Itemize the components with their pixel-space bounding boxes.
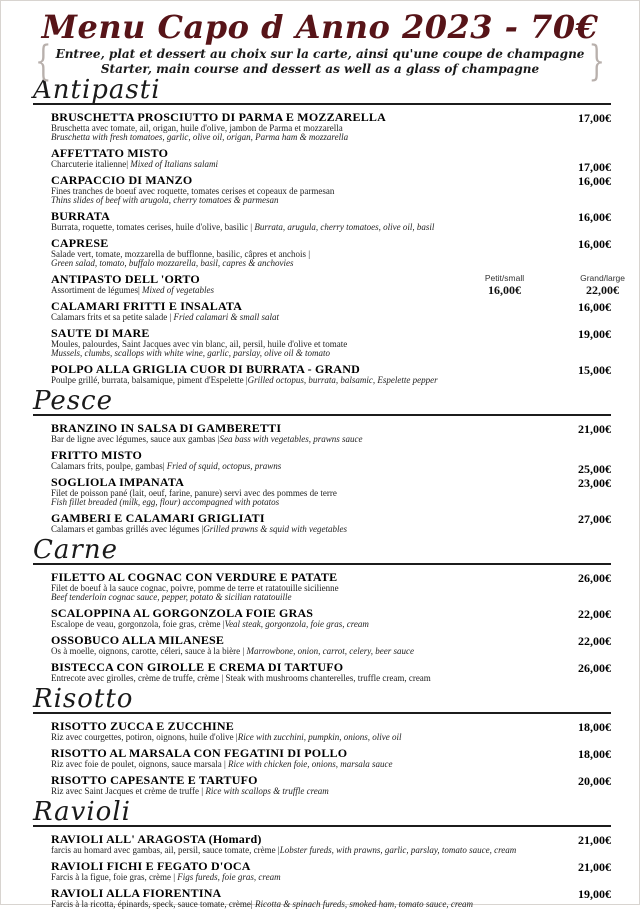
menu-item xyxy=(51,210,611,232)
item-price: 23,00€ xyxy=(578,476,611,490)
item-name: BISTECCA CON GIROLLE E CREMA DI TARTUFO xyxy=(51,660,344,674)
item-description xyxy=(51,674,521,683)
menu-item xyxy=(51,512,611,534)
item-name: RAVIOLI FICHI E FEGATO D'OCA xyxy=(51,859,251,873)
item-description-french: Salade vert, tomate, mozzarella de bufflonne, basilic, câpres et anchois | xyxy=(51,249,311,259)
menu-item xyxy=(51,146,611,174)
item-price: 16,00€ xyxy=(578,210,611,224)
section-divider xyxy=(33,414,611,416)
item-description-english: Figs fureds, foie gras, cream xyxy=(177,872,281,882)
item-description-french: Riz avec Saint Jacques et crème de truffe | xyxy=(51,786,206,796)
right-brace-icon: } xyxy=(588,38,605,86)
item-price: 22,00€ xyxy=(578,607,611,621)
item-price: 20,00€ xyxy=(578,774,611,788)
menu-item xyxy=(51,607,611,629)
item-description xyxy=(51,733,521,742)
subtitle-line-fr: Entree, plat et dessert au choix sur la carte, ainsi qu'une coupe de champagne xyxy=(55,47,585,61)
menu-item xyxy=(51,327,611,358)
section-heading: Antipasti xyxy=(33,75,161,105)
menu-section-antipasti xyxy=(33,75,625,385)
item-name: CAPRESE xyxy=(51,236,109,250)
menu-item xyxy=(51,300,611,322)
item-price: 18,00€ xyxy=(578,747,611,761)
menu-item xyxy=(51,363,611,385)
item-description-french: Calamars frits et sa petite salade | xyxy=(51,312,174,322)
item-name: RISOTTO AL MARSALA CON FEGATINI DI POLLO xyxy=(51,746,348,760)
item-price: 27,00€ xyxy=(578,512,611,526)
item-name: FRITTO MISTO xyxy=(51,448,142,462)
item-description xyxy=(51,376,521,385)
menu-item xyxy=(51,634,611,656)
item-description-french: Entrecote avec girolles, crème de truffe, crème | xyxy=(51,673,226,683)
menu-item xyxy=(51,661,611,683)
item-description xyxy=(51,760,521,769)
item-name: BRANZINO IN SALSA DI GAMBERETTI xyxy=(51,421,282,435)
item-description xyxy=(51,489,521,507)
price-large-column xyxy=(580,273,625,297)
section-items xyxy=(33,833,611,909)
item-description-french: Burrata, roquette, tomates cerises, huile d'olive, basilic | xyxy=(51,222,255,232)
item-description xyxy=(51,313,521,322)
item-description-french: Charcuterie italienne| xyxy=(51,159,131,169)
item-description-english: Grilled prawns & squid with vegetables xyxy=(203,524,347,534)
item-description-english: Green salad, tomato, buffalo mozzarella, basil, capres & anchovies xyxy=(51,258,294,268)
section-heading: Risotto xyxy=(33,684,134,714)
item-description xyxy=(51,250,521,268)
item-description-english: Lobster fureds, with prawns, garlic, parslay, tomato sauce, cream xyxy=(279,845,517,855)
item-description-english: Rice with zucchini, pumpkin, onions, olive oil xyxy=(237,732,402,742)
item-price: 19,00€ xyxy=(578,327,611,341)
item-price-dual xyxy=(485,273,625,297)
item-description-french: Poulpe grillé, burrata, balsamique, piment d'Espelette | xyxy=(51,375,248,385)
item-description-english: Beef tenderloin cognac sauce, pepper, potato & sicilian ratatouille xyxy=(51,592,292,602)
item-description-english: Grilled octopus, burrata, balsamic, Espelette pepper xyxy=(247,375,438,385)
item-name: CALAMARI FRITTI E INSALATA xyxy=(51,299,243,313)
item-name: SOGLIOLA IMPANATA xyxy=(51,475,185,489)
item-price: 22,00€ xyxy=(578,634,611,648)
menu-item xyxy=(51,860,611,882)
item-name: GAMBERI E CALAMARI GRIGLIATI xyxy=(51,511,265,525)
item-name: RISOTTO CAPESANTE E TARTUFO xyxy=(51,773,258,787)
item-name: OSSOBUCO ALLA MILANESE xyxy=(51,633,225,647)
item-description-english: Burrata, arugula, cherry tomatoes, olive oil, basil xyxy=(254,222,435,232)
item-price: 21,00€ xyxy=(578,422,611,436)
item-description-english: Rice with chicken foie, onions, marsala sauce xyxy=(228,759,393,769)
price-small-column xyxy=(485,273,524,297)
item-name: SAUTE DI MARE xyxy=(51,326,150,340)
menu-item xyxy=(51,237,611,268)
item-name: ANTIPASTO DELL 'ORTO xyxy=(51,272,200,286)
subtitle-line-en: Starter, main course and dessert as well as a glass of champagne xyxy=(100,62,540,76)
item-description-french: Moules, palourdes, Saint Jacques avec vin blanc, ail, persil, huile d'olive et tomate xyxy=(51,339,348,349)
item-description-french: Assortiment de légumes| xyxy=(51,285,143,295)
section-heading: Ravioli xyxy=(33,797,131,827)
item-description-french: Bar de ligne avec légumes, sauce aux gambas | xyxy=(51,434,220,444)
item-description xyxy=(51,435,521,444)
item-name: BURRATA xyxy=(51,209,110,223)
item-price: 21,00€ xyxy=(578,833,611,847)
item-description-french: Bruschetta avec tomate, ail, origan, huile d'olive, jambon de Parma et mozzarella xyxy=(51,123,343,133)
menu-item xyxy=(51,422,611,444)
left-brace-icon: { xyxy=(35,38,52,86)
item-description xyxy=(51,873,521,882)
item-price: 19,00€ xyxy=(578,887,611,901)
item-description xyxy=(51,525,521,534)
item-description-french: Riz avec courgettes, potiron, oignons, huile d'olive | xyxy=(51,732,238,742)
item-description-english: Mixed of Italians salami xyxy=(130,159,219,169)
item-description-english: Steak with mushrooms chanterelles, truffle cream, cream xyxy=(225,673,431,683)
price-large-label: Grand/large xyxy=(580,273,625,283)
item-description xyxy=(51,124,521,142)
item-description xyxy=(51,223,521,232)
item-price: 17,00€ xyxy=(578,111,611,125)
item-description-english: Ricotta & spinach fureds, smoked ham, tomato sauce, cream xyxy=(254,899,474,909)
item-description xyxy=(51,787,521,796)
item-description-english: Mixed of vegetables xyxy=(142,285,215,295)
item-description xyxy=(51,620,521,629)
menu-section-carne xyxy=(33,537,611,683)
menu-item xyxy=(51,111,611,142)
menu-item xyxy=(51,833,611,855)
menu-item xyxy=(51,571,611,602)
item-description xyxy=(51,286,521,295)
item-price: 18,00€ xyxy=(578,720,611,734)
item-description-french: Farcis à la figue, foie gras, crème | xyxy=(51,872,178,882)
item-name: AFFETTATO MISTO xyxy=(51,146,169,160)
item-description xyxy=(51,647,521,656)
item-description-english: Bruschetta with fresh tomatoes, garlic, olive oil, origan, Parma ham & mozzarella xyxy=(51,132,349,142)
item-name: RISOTTO ZUCCA E ZUCCHINE xyxy=(51,719,234,733)
menu-item xyxy=(51,448,611,476)
sections xyxy=(1,77,639,909)
menu-item xyxy=(51,174,611,205)
item-name: RAVIOLI ALL' ARAGOSTA (Homard) xyxy=(51,832,262,846)
menu-item xyxy=(51,774,611,796)
item-name: FILETTO AL COGNAC CON VERDURE E PATATE xyxy=(51,570,338,584)
menu-section-ravioli xyxy=(33,799,611,909)
item-price: 25,00€ xyxy=(578,462,611,476)
item-description xyxy=(51,187,521,205)
section-items xyxy=(33,571,611,683)
item-description xyxy=(51,340,521,358)
item-description-english: Fried calamari & small salat xyxy=(173,312,280,322)
price-small-value: 16,00€ xyxy=(488,283,521,297)
item-description xyxy=(51,846,521,855)
item-name: SCALOPPINA AL GORGONZOLA FOIE GRAS xyxy=(51,606,314,620)
section-heading: Pesce xyxy=(33,386,114,416)
item-description-english: Rice with scallops & truffle cream xyxy=(205,786,329,796)
section-divider xyxy=(33,563,611,565)
item-description-french: Filet de poisson pané (lait, oeuf, farine, panure) servi avec des pommes de terre xyxy=(51,488,337,498)
menu-item xyxy=(51,720,611,742)
item-description-french: Fines tranches de boeuf avec roquette, tomates cerises et copeaux de parmesan xyxy=(51,186,335,196)
item-price: 15,00€ xyxy=(578,363,611,377)
section-heading: Carne xyxy=(33,535,118,565)
item-description-french: Os à moelle, oignons, carotte, céleri, sauce à la bière | xyxy=(51,646,247,656)
item-description-french: Calamars frits, poulpe, gambas| xyxy=(51,461,167,471)
section-items xyxy=(33,110,625,385)
menu-item xyxy=(51,747,611,769)
menu-section-pesce xyxy=(33,388,611,534)
item-price: 26,00€ xyxy=(578,661,611,675)
section-items xyxy=(33,422,611,534)
item-description-english: Veal steak, gorgonzola, foie gras, cream xyxy=(224,619,369,629)
item-price: 26,00€ xyxy=(578,571,611,585)
menu-section-risotto xyxy=(33,686,611,796)
item-name: BRUSCHETTA PROSCIUTTO DI PARMA E MOZZARELLA xyxy=(51,110,386,124)
item-description-french: Calamars et gambas grillés avec légumes | xyxy=(51,524,204,534)
subtitle-text xyxy=(56,47,585,77)
item-description-english: Mussels, clumbs, scallops with white wine, garlic, parslay, olive oil & tomato xyxy=(51,348,330,358)
item-description-french: Riz avec foie de poulet, oignons, sauce marsala | xyxy=(51,759,228,769)
page-title: Menu Capo d Anno 2023 - 70€ xyxy=(41,8,599,46)
menu-item xyxy=(51,887,611,909)
item-name: CARPACCIO DI MANZO xyxy=(51,173,193,187)
item-description xyxy=(51,584,521,602)
item-name: POLPO ALLA GRIGLIA CUOR DI BURRATA - GRAND xyxy=(51,362,360,376)
item-description xyxy=(51,160,521,169)
item-description-english: Marrowbone, onion, carrot, celery, beer sauce xyxy=(246,646,415,656)
item-price: 17,00€ xyxy=(578,160,611,174)
item-price: 16,00€ xyxy=(578,300,611,314)
item-description-french: Farcis à la ricotta, épinards, speck, sauce tomate, crème| xyxy=(51,899,255,909)
item-description-french: farcis au homard avec gambas, ail, persil, sauce tomate, crème | xyxy=(51,845,280,855)
price-large-value: 22,00€ xyxy=(586,283,620,297)
menu-item xyxy=(51,272,625,297)
item-description-english: Sea bass with vegetables, prawns sauce xyxy=(219,434,363,444)
item-price: 16,00€ xyxy=(578,237,611,251)
section-items xyxy=(33,720,611,796)
subtitle-box xyxy=(31,38,609,86)
item-description-french: Escalope de veau, gorgonzola, foie gras, crème | xyxy=(51,619,225,629)
item-price: 16,00€ xyxy=(578,174,611,188)
price-small-label: Petit/small xyxy=(484,273,525,283)
item-price: 21,00€ xyxy=(578,860,611,874)
menu-item xyxy=(51,476,611,507)
item-description-english: Thins slides of beef with arugola, cherry tomatoes & parmesan xyxy=(51,195,279,205)
item-description-english: Fried of squid, octopus, prawns xyxy=(166,461,282,471)
item-description-english: Fish fillet breaded (milk, egg, flour) accompagned with potatos xyxy=(51,497,280,507)
menu-header xyxy=(1,7,639,86)
item-description xyxy=(51,462,521,471)
item-description-french: Filet de boeuf à la sauce cognac, poivre, pomme de terre et ratatouille sicilienne xyxy=(51,583,339,593)
item-name: RAVIOLI ALLA FIORENTINA xyxy=(51,886,222,900)
